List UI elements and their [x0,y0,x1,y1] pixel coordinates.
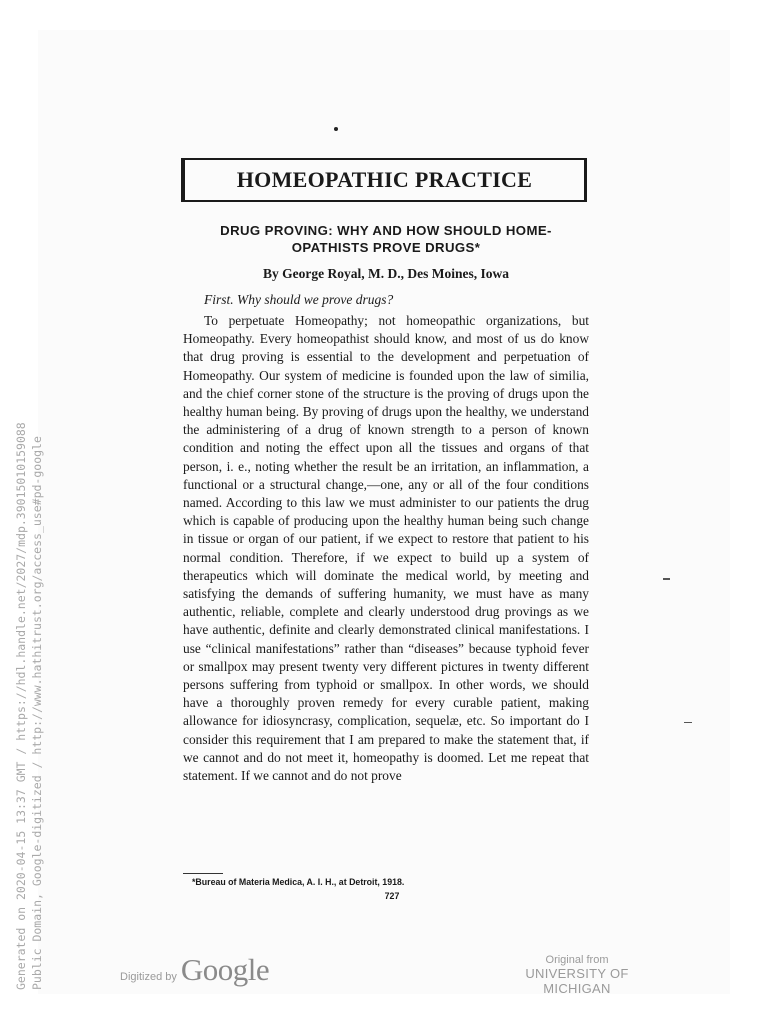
digitized-by-label: Digitized by [120,971,177,983]
page-number: 727 [384,891,400,901]
article-body: To perpetuate Homeopathy; not homeopathic organizations, but Homeopathy. Every homeopathist should know, and most of us do know that drug proving is essential to the development and perpetuation of Homeopathy. Our system of medicine is founded upon the law of similia, and the chief corner stone of the structure is the proving of drugs upon the healthy human being. By proving of drugs upon the healthy, we understand the administering of a drug of known strength to a person of known condition and noting the effect upon all the tissues and organs of that person, i. e., noting whether the result be an irritation, an inflammation, a functional or a structural change,—one, any or all of the four conditions named. According to this law we must administer to our patients the drug which is capable of producing upon the healthy human being such change in tissue or organ of our patient, if we expect to restore that patient to his normal condition. Therefore, if we expect to build up a system of therapeutics which will dominate the medical world, by meeting and satisfying the demands of suffering humanity, we must have as many authentic, reliable, complete and clearly understood drug provings as we have authentic, definite and clearly demonstrated clinical manifestations. I use “clinical manifestations” rather than “diseases” because typhoid fever or smallpox may present twenty very different pictures in twenty different persons suffering from typhoid or smallpox. In other words, we should have a thoroughly proven remedy for every curable patient, making allowance for idiosyncrasy, complication, sequelæ, etc. So important do I consider this requirement that I am prepared to make the statement that, if we cannot and do not meet it, homeopathy is doomed. Let me repeat that statement. If we cannot and do not prove [183,313,589,784]
watermark-line-1: Generated on 2020-04-15 13:37 GMT / https://hdl.handle.net/2027/mdp.39015010159088 [14,422,28,990]
margin-mark [684,722,692,723]
watermark-line-2: Public Domain, Google-digitized / http://www.hathitrust.org/access_use#pd-google [30,436,44,990]
section-title: HOMEOPATHIC PRACTICE [236,167,533,192]
article-title: DRUG PROVING: WHY AND HOW SHOULD HOME-OPATHISTS PROVE DRUGS* [220,223,552,255]
digitized-by-google [120,952,269,988]
university-name: UNIVERSITY OF MICHIGAN [525,966,629,996]
article-byline: By George Royal, M. D., Des Moines, Iowa [263,266,509,281]
ink-dot [334,127,338,131]
article-question: First. Why should we prove drugs? [204,292,394,307]
section-title-box [181,158,587,202]
google-logo: Google [180,952,270,987]
original-from-label: Original from [545,954,609,966]
footnote: *Bureau of Materia Medica, A. I. H., at Detroit, 1918. [192,877,405,887]
original-from-block [496,954,658,996]
margin-mark [663,578,670,580]
footnote-rule [183,873,223,874]
